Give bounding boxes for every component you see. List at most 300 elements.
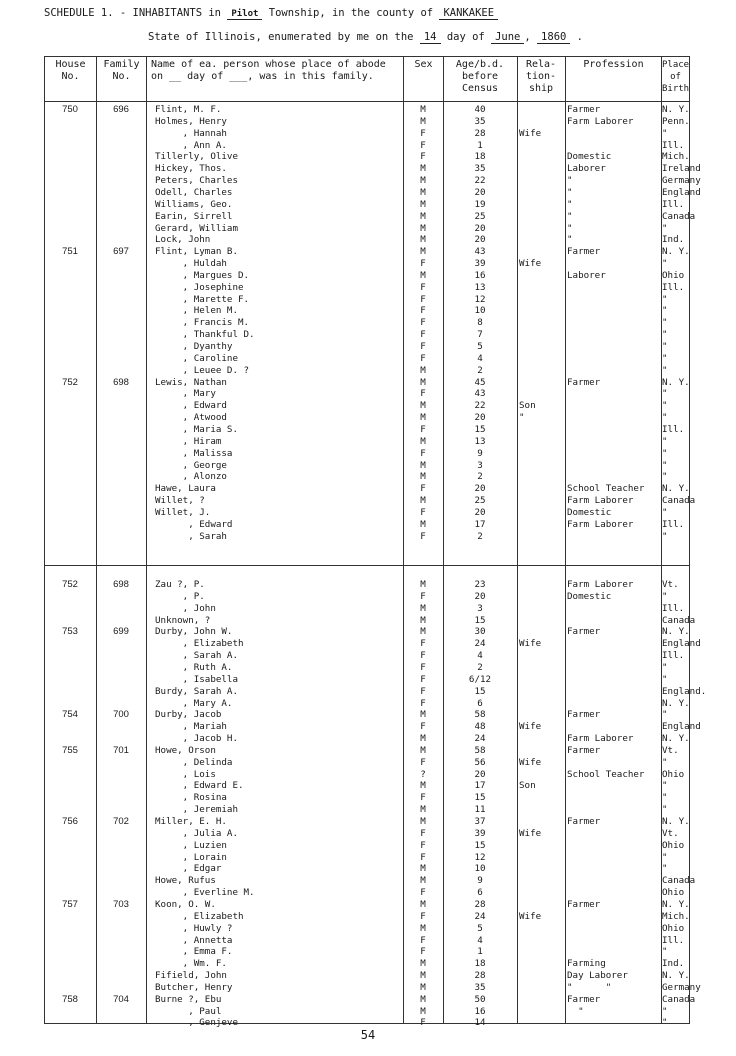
cell-person-name: , Maria S. — [155, 423, 238, 435]
cell-sex: F — [420, 697, 426, 709]
cell-age: 19 — [474, 198, 486, 210]
census-row — [45, 733, 689, 745]
cell-age: 48 — [474, 721, 486, 733]
cell-birthplace: Ill. — [662, 518, 685, 530]
cell-family-number: 700 — [113, 709, 129, 721]
cell-person-name: , Helen M. — [155, 305, 238, 317]
cell-sex: M — [420, 115, 426, 127]
cell-house-number: 758 — [62, 993, 78, 1005]
cell-profession: Farmer — [567, 626, 601, 638]
cell-age: 28 — [474, 127, 486, 139]
cell-age: 2 — [477, 530, 483, 542]
cell-age: 6 — [477, 697, 483, 709]
col-header-profession: Profession — [583, 59, 644, 70]
cell-person-name: , Jeremiah — [155, 804, 238, 816]
cell-birthplace: " — [662, 1005, 668, 1017]
cell-profession: Farm Laborer — [567, 518, 634, 530]
cell-birthplace: " — [662, 258, 668, 270]
cell-birthplace: " — [662, 400, 668, 412]
cell-sex: F — [420, 281, 426, 293]
cell-birthplace: Ill. — [662, 602, 685, 614]
cell-sex: F — [420, 685, 426, 697]
census-row — [45, 852, 689, 864]
cell-person-name: , Edward E. — [155, 780, 244, 792]
cell-person-name: , Emma F. — [155, 946, 233, 958]
census-row — [45, 970, 689, 982]
cell-relationship: Wife — [519, 827, 542, 839]
county-value: KANKAKEE — [439, 7, 498, 20]
cell-age: 15 — [474, 685, 486, 697]
cell-sex: M — [420, 614, 426, 626]
census-row — [45, 769, 689, 781]
cell-person-name: Peters, Charles — [155, 175, 238, 187]
cell-sex: F — [420, 293, 426, 305]
cell-birthplace: Canada — [662, 993, 696, 1005]
cell-person-name: , George — [155, 459, 227, 471]
cell-person-name: Lock, John — [155, 234, 211, 246]
cell-birthplace: Ohio — [662, 269, 685, 281]
cell-age: 15 — [474, 792, 486, 804]
cell-age: 25 — [474, 495, 486, 507]
cell-birthplace: " — [662, 756, 668, 768]
cell-person-name: , Marette F. — [155, 293, 250, 305]
cell-sex: M — [420, 993, 426, 1005]
cell-birthplace: N. Y. — [662, 246, 690, 258]
cell-profession: Laborer — [567, 269, 606, 281]
cell-person-name: , Hiram — [155, 435, 222, 447]
cell-person-name: , Paul — [155, 1005, 222, 1017]
census-row — [45, 981, 701, 994]
cell-profession: " — [567, 1005, 584, 1017]
cell-sex: F — [420, 946, 426, 958]
cell-person-name: , Mariah — [155, 721, 227, 733]
cell-age: 24 — [474, 733, 486, 745]
cell-age: 2 — [477, 471, 483, 483]
cell-relationship: Wife — [519, 258, 542, 270]
cell-birthplace: " — [662, 804, 668, 816]
cell-age: 4 — [477, 650, 483, 662]
cell-birthplace: " — [662, 329, 668, 341]
cell-birthplace: Canada — [662, 210, 696, 222]
cell-person-name: , Atwood — [155, 412, 227, 424]
cell-person-name: , Elizabeth — [155, 910, 244, 922]
cell-age: 58 — [474, 709, 486, 721]
cell-birthplace: N. Y. — [662, 376, 690, 388]
cell-profession: Farming — [567, 958, 606, 970]
cell-person-name: , Genjeve — [155, 1017, 238, 1029]
cell-sex: F — [420, 423, 426, 435]
cell-sex: M — [420, 400, 426, 412]
census-row — [45, 911, 689, 923]
col-header-house: House No. — [55, 59, 86, 82]
cell-birthplace: Vt. — [662, 827, 679, 839]
cell-person-name: Unknown, ? — [155, 614, 211, 626]
cell-sex: M — [420, 376, 426, 388]
cell-family-number: 701 — [113, 744, 129, 756]
census-row — [45, 745, 689, 757]
cell-birthplace: England — [662, 186, 701, 198]
cell-person-name: Willet, J. — [155, 506, 211, 518]
census-row — [45, 424, 689, 436]
cell-relationship: Wife — [519, 756, 542, 768]
cell-house-number: 753 — [62, 626, 78, 638]
census-row — [45, 329, 689, 341]
cell-age: 20 — [474, 483, 486, 495]
cell-sex: F — [420, 934, 426, 946]
cell-sex: F — [420, 827, 426, 839]
cell-sex: M — [420, 922, 426, 934]
cell-age: 15 — [474, 839, 486, 851]
cell-birthplace: Ill. — [662, 423, 685, 435]
cell-age: 22 — [474, 175, 486, 187]
census-row — [45, 199, 689, 211]
cell-person-name: , Francis M. — [155, 317, 250, 329]
census-row — [45, 163, 701, 175]
cell-person-name: , Lorain — [155, 851, 227, 863]
cell-age: 3 — [477, 602, 483, 614]
cell-person-name: Odell, Charles — [155, 186, 233, 198]
census-row — [45, 388, 689, 400]
census-row — [45, 946, 689, 958]
cell-birthplace: " — [662, 1017, 668, 1029]
cell-sex: M — [420, 186, 426, 198]
cell-age: 2 — [477, 364, 483, 376]
cell-profession: " — [567, 198, 573, 210]
cell-birthplace: Ohio — [662, 887, 685, 899]
cell-birthplace: N. Y. — [662, 483, 690, 495]
cell-person-name: , Huwly ? — [155, 922, 233, 934]
cell-age: 6 — [477, 887, 483, 899]
cell-sex: M — [420, 104, 426, 115]
census-row — [45, 662, 689, 674]
cell-relationship: Wife — [519, 721, 542, 733]
cell-person-name: Miller, E. H. — [155, 816, 227, 827]
cell-birthplace: England. — [662, 685, 707, 697]
cell-age: 35 — [474, 981, 486, 993]
cell-profession: " — [567, 210, 573, 222]
cell-house-number: 757 — [62, 898, 78, 910]
cell-sex: F — [420, 341, 426, 352]
census-row — [45, 614, 696, 627]
cell-person-name: , Julia A. — [155, 827, 238, 839]
cell-profession: Farmer — [567, 816, 601, 827]
cell-birthplace: " — [662, 709, 668, 721]
cell-profession: Domestic — [567, 151, 612, 163]
cell-sex: F — [420, 483, 426, 495]
census-row — [45, 140, 689, 152]
cell-sex: M — [420, 163, 426, 175]
cell-profession: School Teacher — [567, 768, 645, 780]
census-row — [45, 483, 689, 495]
cell-relationship: Wife — [519, 910, 542, 922]
cell-house-number: 751 — [62, 246, 78, 258]
census-row — [45, 436, 689, 448]
col-header-sex: Sex — [414, 59, 433, 70]
day-of-label: day of — [446, 31, 485, 43]
census-row — [45, 341, 689, 353]
cell-birthplace: Ohio — [662, 922, 685, 934]
cell-age: 3 — [477, 459, 483, 471]
cell-sex: F — [420, 530, 426, 542]
cell-birthplace: Canada — [662, 875, 696, 887]
cell-relationship: Wife — [519, 638, 542, 650]
cell-sex: M — [420, 459, 426, 471]
cell-birthplace: " — [662, 530, 668, 542]
cell-sex: M — [420, 709, 426, 721]
cell-birthplace: " — [662, 863, 668, 875]
cell-sex: F — [420, 792, 426, 804]
census-row — [45, 1006, 689, 1018]
cell-sex: M — [420, 733, 426, 745]
census-row — [45, 294, 689, 306]
cell-age: 56 — [474, 756, 486, 768]
cell-profession: " — [567, 222, 573, 234]
cell-birthplace: " — [662, 447, 668, 459]
cell-birthplace: " — [662, 851, 668, 863]
cell-house-number: 756 — [62, 816, 78, 827]
year-value: 1860 — [537, 31, 570, 44]
cell-person-name: Hickey, Thos. — [155, 163, 227, 175]
cell-birthplace: " — [662, 506, 668, 518]
cell-person-name: Hawe, Laura — [155, 483, 216, 495]
cell-birthplace: Canada — [662, 614, 696, 626]
cell-birthplace: Ill. — [662, 198, 685, 210]
cell-sex: M — [420, 518, 426, 530]
cell-birthplace: " — [662, 590, 668, 602]
cell-person-name: , Dyanthy — [155, 341, 233, 352]
cell-birthplace: " — [662, 127, 668, 139]
census-row — [45, 365, 689, 377]
cell-birthplace: Germany — [662, 981, 701, 993]
cell-age: 35 — [474, 163, 486, 175]
cell-age: 5 — [477, 922, 483, 934]
cell-family-number: 702 — [113, 816, 129, 827]
cell-age: 16 — [474, 1005, 486, 1017]
cell-person-name: , Rosina — [155, 792, 227, 804]
cell-profession: Farm Laborer — [567, 495, 634, 507]
cell-sex: F — [420, 151, 426, 163]
cell-profession: Farmer — [567, 898, 601, 910]
cell-person-name: , Edward — [155, 518, 233, 530]
cell-profession: Farmer — [567, 993, 601, 1005]
cell-person-name: Zau ?, P. — [155, 579, 205, 590]
cell-sex: F — [420, 756, 426, 768]
cell-house-number: 754 — [62, 709, 78, 721]
census-row — [45, 626, 689, 638]
cell-birthplace: N. Y. — [662, 697, 690, 709]
schedule-prefix: SCHEDULE 1. - INHABITANTS in — [44, 7, 222, 19]
cell-age: 39 — [474, 827, 486, 839]
cell-sex: F — [420, 650, 426, 662]
census-row — [45, 804, 689, 816]
cell-birthplace: " — [662, 459, 668, 471]
census-row — [45, 519, 689, 531]
cell-person-name: , Everline M. — [155, 887, 255, 899]
cell-birthplace: " — [662, 435, 668, 447]
cell-person-name: , Elizabeth — [155, 638, 244, 650]
cell-age: 24 — [474, 638, 486, 650]
cell-age: 15 — [474, 614, 486, 626]
cell-birthplace: Ill. — [662, 139, 685, 151]
cell-sex: F — [420, 638, 426, 650]
cell-birthplace: " — [662, 412, 668, 424]
cell-family-number: 698 — [113, 579, 129, 590]
cell-profession: Farmer — [567, 744, 601, 756]
cell-age: 12 — [474, 293, 486, 305]
census-row — [45, 935, 689, 947]
header-divider — [45, 101, 689, 102]
cell-age: 12 — [474, 851, 486, 863]
cell-sex: M — [420, 175, 426, 187]
cell-sex: M — [420, 364, 426, 376]
cell-family-number: 699 — [113, 626, 129, 638]
cell-profession: " " — [567, 981, 612, 993]
cell-sex: M — [420, 412, 426, 424]
census-row — [45, 175, 701, 187]
cell-sex: M — [420, 804, 426, 816]
cell-birthplace: Mich. — [662, 910, 690, 922]
cell-person-name: Williams, Geo. — [155, 198, 233, 210]
census-row — [45, 282, 689, 294]
cell-profession: " — [567, 186, 573, 198]
cell-sex: M — [420, 602, 426, 614]
cell-person-name: , Annetta — [155, 934, 233, 946]
cell-age: 14 — [474, 1017, 486, 1029]
cell-person-name: , Jacob H. — [155, 733, 238, 745]
cell-age: 25 — [474, 210, 486, 222]
census-row — [45, 471, 689, 483]
cell-age: 15 — [474, 423, 486, 435]
cell-person-name: Howe, Orson — [155, 744, 216, 756]
cell-family-number: 698 — [113, 376, 129, 388]
cell-age: 1 — [477, 139, 483, 151]
census-row — [45, 377, 689, 389]
cell-sex: F — [420, 329, 426, 341]
cell-sex: F — [420, 673, 426, 685]
cell-age: 9 — [477, 447, 483, 459]
cell-age: 58 — [474, 744, 486, 756]
cell-sex: M — [420, 210, 426, 222]
day-value: 14 — [420, 31, 441, 44]
cell-house-number: 755 — [62, 744, 78, 756]
cell-house-number: 750 — [62, 104, 78, 115]
enumeration-line: State of Illinois, enumerated by me on the 14 day of June , 1860 . — [148, 31, 583, 43]
census-row — [45, 698, 689, 710]
cell-birthplace: " — [662, 317, 668, 329]
cell-person-name: Willet, ? — [155, 495, 205, 507]
cell-sex: M — [420, 875, 426, 887]
cell-sex: F — [420, 258, 426, 270]
cell-age: 20 — [474, 234, 486, 246]
census-row — [45, 638, 701, 650]
census-row — [45, 531, 689, 543]
cell-relationship: Wife — [519, 127, 542, 139]
cell-age: 28 — [474, 970, 486, 982]
cell-birthplace: Ill. — [662, 934, 685, 946]
cell-person-name: Burne ?, Ebu — [155, 993, 222, 1005]
cell-age: 39 — [474, 258, 486, 270]
cell-sex: F — [420, 887, 426, 899]
cell-birthplace: " — [662, 792, 668, 804]
cell-birthplace: N. Y. — [662, 626, 690, 638]
cell-sex: F — [420, 139, 426, 151]
cell-family-number: 704 — [113, 993, 129, 1005]
cell-relationship: Son — [519, 400, 536, 412]
cell-age: 30 — [474, 626, 486, 638]
cell-person-name: , P. — [155, 590, 205, 602]
cell-person-name: Earin, Sirrell — [155, 210, 233, 222]
cell-person-name: Butcher, Henry — [155, 981, 233, 993]
cell-birthplace: N. Y. — [662, 898, 690, 910]
cell-person-name: Lewis, Nathan — [155, 376, 227, 388]
cell-person-name: Flint, Lyman B. — [155, 246, 238, 258]
cell-person-name: , Ruth A. — [155, 661, 233, 673]
cell-person-name: Tillerly, Olive — [155, 151, 238, 163]
cell-birthplace: Ill. — [662, 650, 685, 662]
cell-age: 20 — [474, 186, 486, 198]
cell-person-name: , John — [155, 602, 216, 614]
cell-age: 50 — [474, 993, 486, 1005]
census-row — [45, 554, 689, 566]
cell-person-name: Gerard, William — [155, 222, 238, 234]
cell-person-name: , Luzien — [155, 839, 227, 851]
census-row — [45, 828, 689, 840]
census-row — [45, 104, 689, 116]
cell-birthplace: " — [662, 673, 668, 685]
census-row — [45, 223, 689, 235]
cell-person-name: , Huldah — [155, 258, 227, 270]
cell-person-name: , Edward — [155, 400, 227, 412]
census-row — [45, 246, 689, 258]
cell-birthplace: " — [662, 222, 668, 234]
col-header-name: Name of ea. person whose place of abode on __ day of ___, was in this family. — [151, 59, 386, 82]
census-row — [45, 591, 689, 603]
cell-family-number: 697 — [113, 246, 129, 258]
col-header-family: Family No. — [103, 59, 140, 82]
cell-age: 45 — [474, 376, 486, 388]
cell-profession: Farmer — [567, 246, 601, 258]
cell-age: 17 — [474, 780, 486, 792]
cell-age: 6/12 — [468, 673, 492, 685]
cell-profession: Domestic — [567, 590, 612, 602]
cell-age: 22 — [474, 400, 486, 412]
cell-sex: M — [420, 626, 426, 638]
township-label: Township, in the county of — [268, 7, 434, 19]
cell-person-name: , Thankful D. — [155, 329, 255, 341]
census-row — [45, 305, 689, 317]
cell-person-name: Durby, John W. — [155, 626, 233, 638]
cell-person-name: , Ann A. — [155, 139, 227, 151]
cell-age: 10 — [474, 863, 486, 875]
cell-age: 2 — [477, 661, 483, 673]
col-header-age: Age/b.d. before Census — [455, 59, 505, 94]
cell-age: 20 — [474, 768, 486, 780]
cell-sex: ? — [420, 768, 426, 780]
cell-person-name: Durby, Jacob — [155, 709, 222, 721]
census-row — [45, 186, 701, 199]
cell-profession: Farm Laborer — [567, 579, 634, 590]
census-row — [45, 709, 689, 721]
cell-birthplace: N. Y. — [662, 816, 690, 827]
cell-sex: F — [420, 317, 426, 329]
cell-age: 18 — [474, 958, 486, 970]
cell-age: 43 — [474, 246, 486, 258]
cell-person-name: Howe, Rufus — [155, 875, 216, 887]
census-row — [45, 674, 689, 686]
cell-person-name: , Lois — [155, 768, 216, 780]
cell-person-name: , Josephine — [155, 281, 244, 293]
cell-birthplace: Ind. — [662, 234, 685, 246]
